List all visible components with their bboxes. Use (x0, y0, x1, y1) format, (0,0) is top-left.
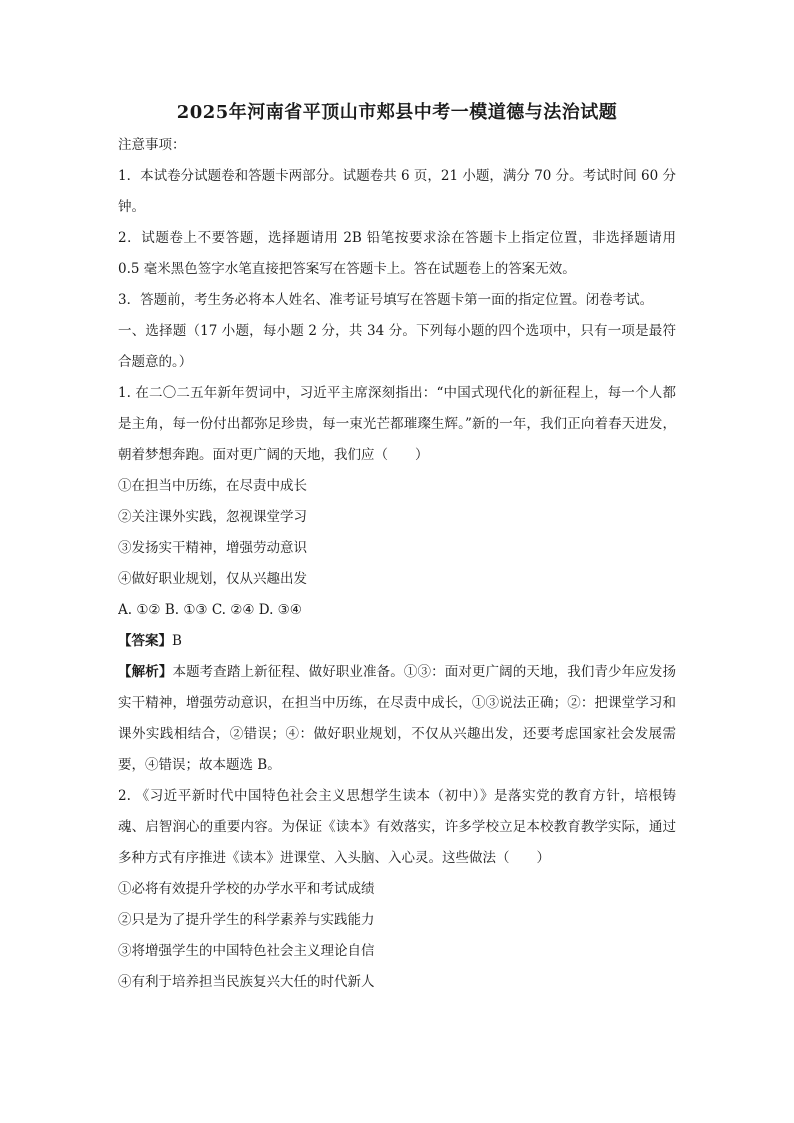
section-heading-choice: 一、选择题（17 小题，每小题 2 分，共 34 分。下列每小题的四个选项中，只有一项是最符合题意的。） (118, 323, 676, 370)
question-1-option: ③发扬实干精神，增强劳动意识 (118, 540, 307, 556)
question-2-option: ③将增强学生的中国特色社会主义理论自信 (118, 943, 375, 959)
notice-item-2: 2．试题卷上不要答题，选择题请用 2B 铅笔按要求涂在答题卡上指定位置，非选择题请用 0.5 毫米黑色签字水笔直接把答案写在答题卡上。答在试题卷上的答案无效。 (118, 230, 676, 277)
question-1-option: ②关注课外实践，忽视课堂学习 (118, 509, 307, 525)
notice-item-1: 1．本试卷分试题卷和答题卡两部分。试题卷共 6 页，21 小题，满分 70 分。考试时间 60 分钟。 (118, 168, 676, 215)
question-1-analysis (118, 657, 676, 781)
analysis-label: 【解析】 (118, 664, 173, 680)
question-2-option: ①必将有效提升学校的办学水平和考试成绩 (118, 881, 375, 897)
question-1-answer (118, 626, 676, 657)
document-title: 2025年河南省平顶山市郏县中考一模道德与法治试题 (176, 102, 618, 123)
question-1-option: ④做好职业规划，仅从兴趣出发 (118, 571, 307, 587)
notice-heading: 注意事项： (118, 137, 186, 153)
question-1-stem: 1. 在二〇二五年新年贺词中，习近平主席深刻指出：“中国式现代化的新征程上，每一个人都是主角，每一份付出都弥足珍贵，每一束光芒都璀璨生辉。”新的一年，我们正向着春天进发，朝着梦想奔跑。面对更广阔的天地，我们应（ ） (118, 385, 676, 463)
answer-value: B (172, 633, 182, 649)
question-1-choices: A. ①② B. ①③ C. ②④ D. ③④ (118, 602, 302, 618)
answer-label: 【答案】 (118, 633, 172, 649)
analysis-text: 本题考查踏上新征程、做好职业准备。①③：面对更广阔的天地，我们青少年应发扬实干精神，增强劳动意识，在担当中历练，在尽责中成长，①③说法正确；②：把课堂学习和课外实践相结合，②错误；④：做好职业规划，不仅从兴趣出发，还要考虑国家社会发展需要，④错误；故本题选 B。 (118, 664, 677, 773)
notice-item-3: 3．答题前，考生务必将本人姓名、准考证号填写在答题卡第一面的指定位置。闭卷考试。 (118, 292, 654, 308)
question-2-stem: 2. 《习近平新时代中国特色社会主义思想学生读本（初中）》是落实党的教育方针，培根铸魂、启智润心的重要内容。为保证《读本》有效落实，许多学校立足本校教育教学实际，通过多种方式有序推进《读本》进课堂、入头脑、入心灵。这些做法（ ） (118, 788, 676, 866)
question-2-option: ④有利于培养担当民族复兴大任的时代新人 (118, 974, 375, 990)
question-2-option: ②只是为了提升学生的科学素养与实践能力 (118, 912, 375, 928)
question-1-option: ①在担当中历练，在尽责中成长 (118, 478, 307, 494)
